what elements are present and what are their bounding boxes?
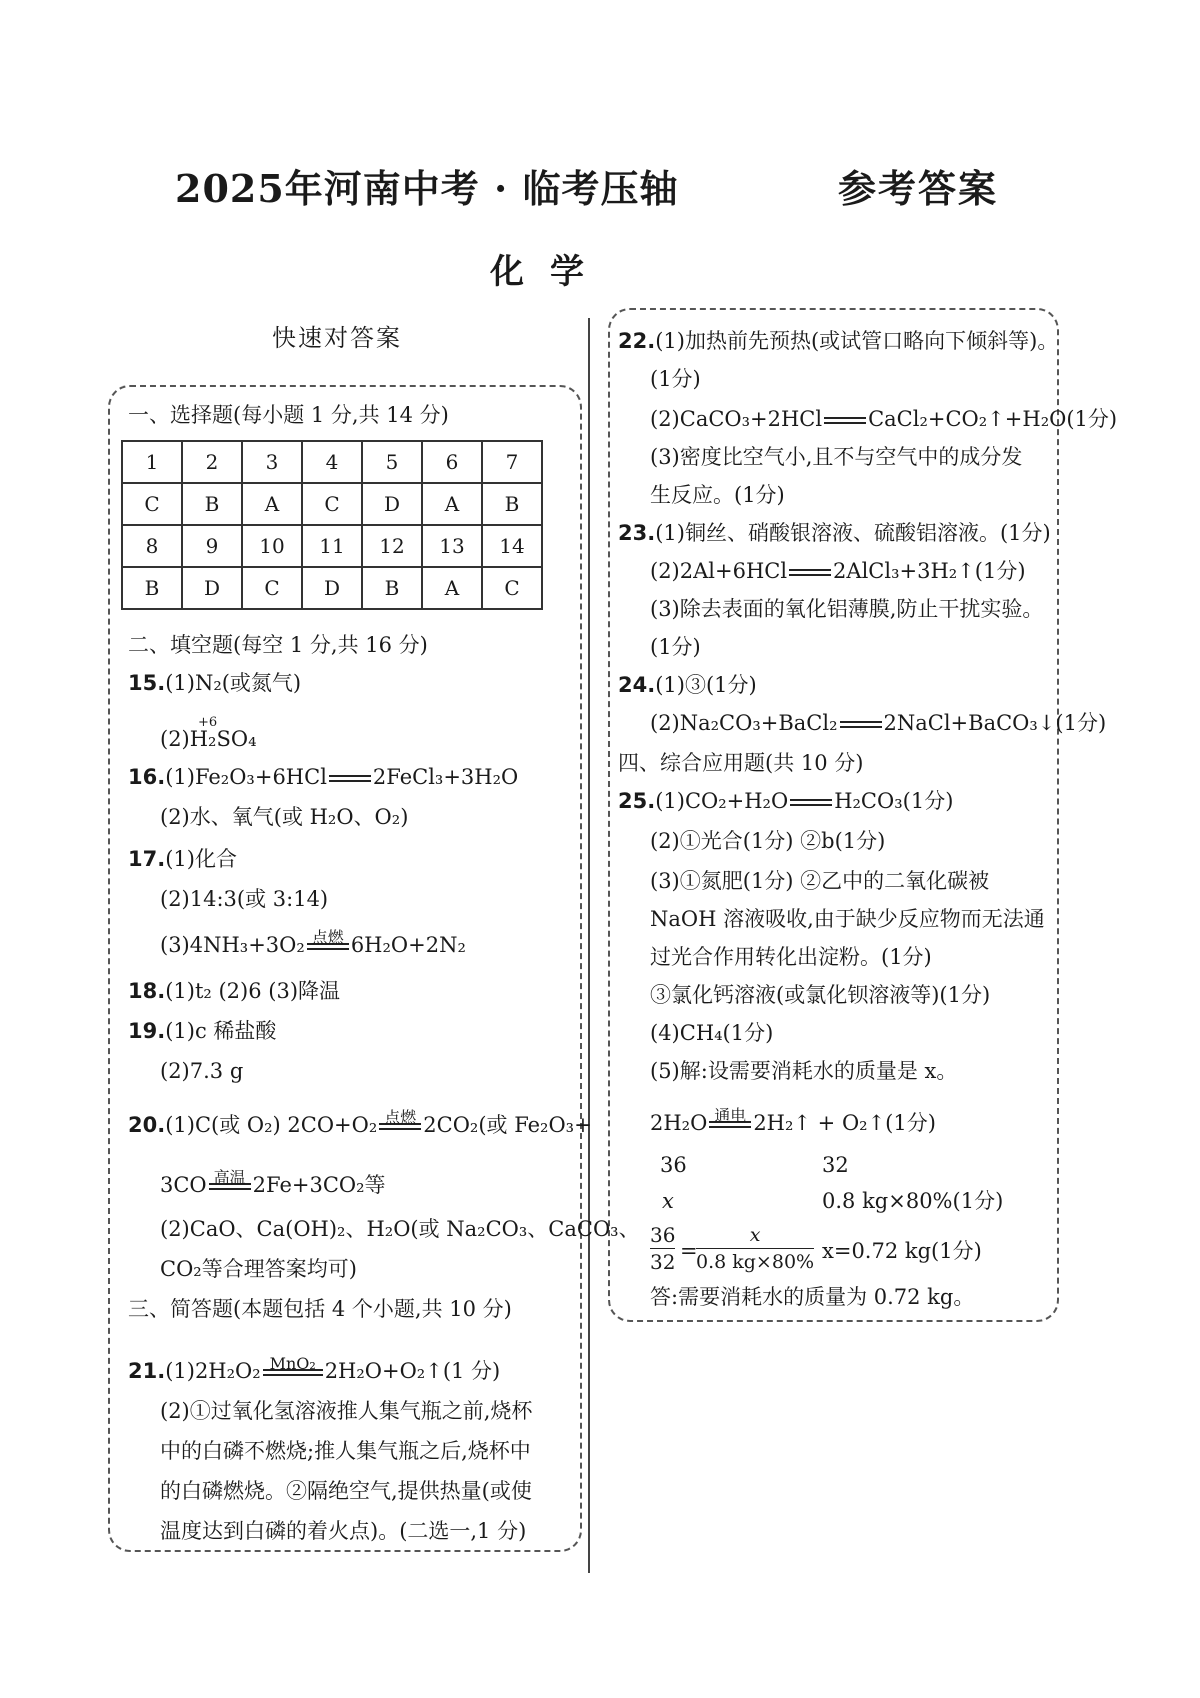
- section-heading: 三、简答题(本题包括 4 个小题,共 10 分): [128, 1297, 512, 1321]
- answer-line: (2)①光合(1分) ②b(1分): [650, 829, 886, 853]
- answer-line: [160, 1170, 386, 1200]
- fraction-denominator: 32: [650, 1250, 676, 1274]
- answer-line: 中的白磷不燃烧;推人集气瓶之后,烧杯中: [160, 1439, 531, 1463]
- answer-text: (1)t₂ (2)6 (3)降温: [165, 979, 341, 1003]
- answer-line: [650, 404, 1117, 434]
- answer-text: 2H₂↑ + O₂↑(1分): [753, 1111, 936, 1135]
- question-number: 19.: [128, 1019, 166, 1043]
- answer-text: 2H₂O+O₂↑(1 分): [324, 1359, 501, 1383]
- unknown-variable: x: [662, 1189, 674, 1213]
- table-cell: 8: [122, 525, 182, 567]
- answer-text: H₂CO₃(1分): [834, 789, 954, 813]
- answer-line: [128, 844, 237, 874]
- table-cell: 6: [422, 441, 482, 483]
- answer-line: (1分): [650, 635, 701, 659]
- answer-line: [650, 708, 1106, 738]
- answer-text: (3)4NH₃+3O₂: [160, 933, 305, 957]
- table-cell: A: [422, 483, 482, 525]
- reaction-condition: 高温: [213, 1168, 246, 1187]
- answer-text: 6H₂O+2N₂: [350, 933, 466, 957]
- final-answer: 答:需要消耗水的质量为 0.72 kg。: [650, 1285, 975, 1309]
- table-cell: D: [302, 567, 362, 609]
- answer-line: (2)水、氧气(或 H₂O、O₂): [160, 805, 409, 829]
- answer-text: (1)2H₂O₂: [165, 1359, 261, 1383]
- given-mass: 0.8 kg×80%(1分): [822, 1189, 1004, 1213]
- table-cell: 9: [182, 525, 242, 567]
- question-number: 20.: [128, 1113, 166, 1137]
- answer-line: [650, 1108, 936, 1138]
- equals-sign: [307, 928, 349, 950]
- question-number: 16.: [128, 765, 166, 789]
- table-row: [122, 567, 542, 609]
- answer-line: [618, 326, 1058, 356]
- answer-text: (2)2Al+6HCl: [650, 559, 788, 583]
- answer-text: (1)加热前先预热(或试管口略向下倾斜等)。: [655, 329, 1059, 353]
- equals-sign: [840, 721, 882, 728]
- question-number: 25.: [618, 789, 656, 813]
- table-cell: 12: [362, 525, 422, 567]
- table-cell: A: [422, 567, 482, 609]
- answer-line: [160, 930, 466, 960]
- equals-sign: [379, 1108, 421, 1130]
- equals-sign: [209, 1168, 251, 1190]
- answer-line: [128, 976, 340, 1006]
- answer-text: (1)Fe₂O₃+6HCl: [165, 765, 327, 789]
- answer-text: CaCl₂+CO₂↑+H₂O(1分): [868, 407, 1118, 431]
- table-cell: D: [362, 483, 422, 525]
- table-cell: 14: [482, 525, 542, 567]
- table-row: [122, 441, 542, 483]
- molar-mass-value: 32: [822, 1153, 849, 1177]
- answer-line: ③氯化钙溶液(或氯化钡溶液等)(1分): [650, 983, 991, 1007]
- answer-text: (1)化合: [165, 847, 237, 871]
- section-heading: 二、填空题(每空 1 分,共 16 分): [128, 633, 428, 657]
- answer-line: (2)CaO、Ca(OH)₂、H₂O(或 Na₂CO₃、CaCO₃、: [160, 1217, 640, 1241]
- fraction-36-32: [650, 1222, 675, 1275]
- table-cell: B: [482, 483, 542, 525]
- reaction-condition: 点燃: [311, 928, 344, 947]
- subject-heading: 化学: [490, 252, 610, 292]
- answer-line: [128, 1016, 276, 1046]
- answer-text: (1)C(或 O₂) 2CO+O₂: [165, 1113, 378, 1137]
- answer-text: (1)CO₂+H₂O: [655, 789, 789, 813]
- answer-line: (2)①过氧化氢溶液推人集气瓶之前,烧杯: [160, 1399, 533, 1423]
- table-cell: 1: [122, 441, 182, 483]
- equals-sign: [790, 799, 832, 806]
- answer-text: (2)CaCO₃+2HCl: [650, 407, 823, 431]
- answer-line: [128, 1356, 500, 1386]
- answer-text: 2NaCl+BaCO₃↓(1分): [883, 711, 1107, 735]
- table-cell: 2: [182, 441, 242, 483]
- molar-mass-value: 36: [660, 1153, 687, 1177]
- equals-sign: [263, 1354, 323, 1376]
- question-number: 17.: [128, 847, 166, 871]
- quick-answer-heading: 快速对答案: [272, 324, 402, 352]
- answer-text: 2Fe+3CO₂等: [252, 1173, 386, 1197]
- answer-line: [128, 668, 301, 698]
- answer-line: [128, 1110, 592, 1140]
- table-row: [122, 525, 542, 567]
- table-row: [122, 483, 542, 525]
- table-cell: 10: [242, 525, 302, 567]
- answer-line: (5)解:设需要消耗水的质量是 x。: [650, 1059, 958, 1083]
- result-value: x=0.72 kg(1分): [822, 1239, 982, 1263]
- table-cell: 7: [482, 441, 542, 483]
- answer-line: 的白磷燃烧。②隔绝空气,提供热量(或使: [160, 1479, 532, 1503]
- reaction-condition: MnO₂: [269, 1354, 316, 1373]
- table-cell: B: [122, 567, 182, 609]
- answer-line: [618, 786, 953, 816]
- answer-line: (3)①氮肥(1分) ②乙中的二氧化碳被: [650, 869, 990, 893]
- table-cell: 5: [362, 441, 422, 483]
- fraction-numerator: 36: [650, 1223, 676, 1247]
- equals-symbol: =: [680, 1239, 698, 1263]
- reaction-condition: 点燃: [384, 1108, 417, 1127]
- equals-sign: [329, 775, 371, 782]
- answer-line: 生反应。(1分): [650, 483, 785, 507]
- reference-answer-heading: 参考答案: [838, 166, 999, 211]
- table-cell: C: [482, 567, 542, 609]
- table-cell: 13: [422, 525, 482, 567]
- table-cell: C: [242, 567, 302, 609]
- reaction-condition: 通电: [714, 1106, 747, 1125]
- answer-text: (1)c 稀盐酸: [165, 1019, 277, 1043]
- answer-text: 2FeCl₃+3H₂O: [372, 765, 519, 789]
- table-cell: D: [182, 567, 242, 609]
- answer-line: NaOH 溶液吸收,由于缺少反应物而无法通: [650, 907, 1045, 931]
- answer-line: (2)14:3(或 3:14): [160, 887, 329, 911]
- answer-line: 温度达到白磷的着火点)。(二选一,1 分): [160, 1519, 527, 1543]
- table-cell: 11: [302, 525, 362, 567]
- table-cell: 4: [302, 441, 362, 483]
- section-heading: 四、综合应用题(共 10 分): [618, 751, 864, 775]
- equals-sign: [789, 569, 831, 576]
- table-cell: A: [242, 483, 302, 525]
- answer-line: (3)除去表面的氧化铝薄膜,防止干扰实验。: [650, 597, 1044, 621]
- question-number: 15.: [128, 671, 166, 695]
- choice-answer-tbody: [122, 441, 542, 609]
- answer-text: (1)N₂(或氮气): [165, 671, 302, 695]
- page-title: 2025年河南中考 · 临考压轴: [175, 166, 679, 211]
- section-heading: 一、选择题(每小题 1 分,共 14 分): [128, 403, 449, 427]
- answer-line: 过光合作用转化出淀粉。(1分): [650, 945, 932, 969]
- question-number: 18.: [128, 979, 166, 1003]
- question-number: 21.: [128, 1359, 166, 1383]
- table-cell: C: [122, 483, 182, 525]
- table-cell: B: [182, 483, 242, 525]
- answer-text: (1)铜丝、硝酸银溶液、硫酸铝溶液。(1分): [655, 521, 1051, 545]
- answer-line: (2)H₂SO₄: [160, 727, 257, 751]
- choice-answer-table: [121, 440, 543, 610]
- answer-line: (1分): [650, 367, 701, 391]
- answer-line: (2)7.3 g: [160, 1059, 244, 1083]
- fraction-denominator: 0.8 kg×80%: [696, 1251, 815, 1273]
- answer-line: [618, 518, 1051, 548]
- answer-line: (4)CH₄(1分): [650, 1021, 774, 1045]
- fraction-x-over-mass: [696, 1222, 814, 1275]
- valence-mark: +6: [198, 715, 218, 730]
- answer-text: 3CO: [160, 1173, 207, 1197]
- column-divider: [588, 318, 590, 1573]
- answer-text: 2H₂O: [650, 1111, 708, 1135]
- answer-text: 2AlCl₃+3H₂↑(1分): [833, 559, 1026, 583]
- table-cell: B: [362, 567, 422, 609]
- answer-line: [128, 762, 518, 792]
- answer-line: (3)密度比空气小,且不与空气中的成分发: [650, 445, 1023, 469]
- question-number: 22.: [618, 329, 656, 353]
- answer-line: CO₂等合理答案均可): [160, 1257, 357, 1281]
- question-number: 24.: [618, 673, 656, 697]
- equals-sign: [709, 1106, 751, 1128]
- question-number: 23.: [618, 521, 656, 545]
- answer-line: [650, 556, 1026, 586]
- answer-text: 2CO₂(或 Fe₂O₃+: [423, 1113, 592, 1137]
- answer-text: (2)Na₂CO₃+BaCl₂: [650, 711, 838, 735]
- answer-line: [618, 670, 757, 700]
- table-cell: C: [302, 483, 362, 525]
- table-cell: 3: [242, 441, 302, 483]
- answer-text: (1)③(1分): [655, 673, 757, 697]
- equals-sign: [824, 417, 866, 424]
- fraction-numerator: x: [749, 1224, 761, 1246]
